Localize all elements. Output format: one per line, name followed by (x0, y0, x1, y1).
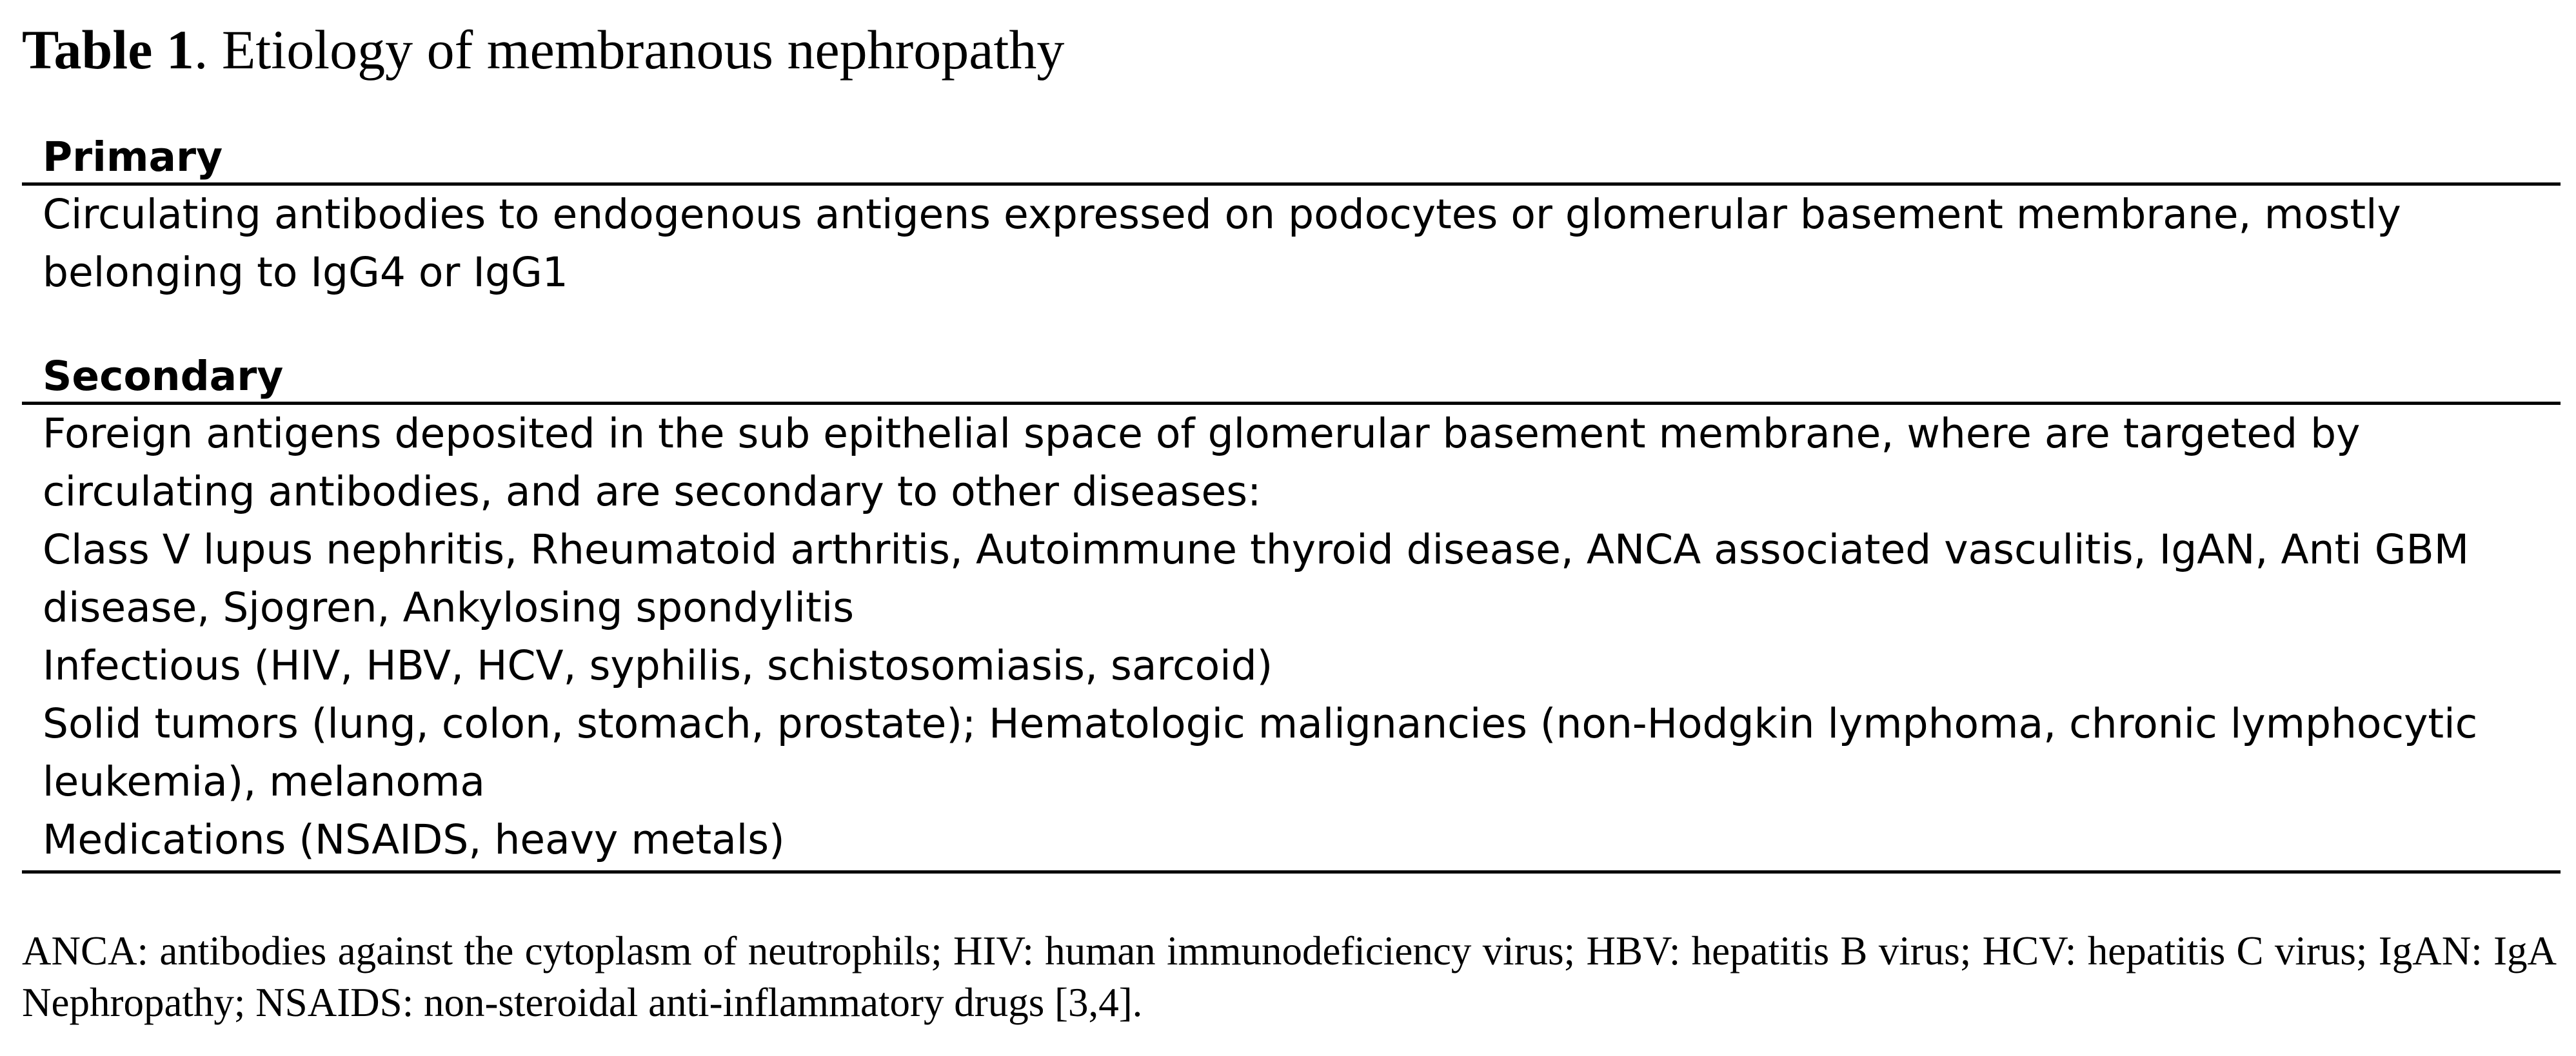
primary-item-1: Circulating antibodies to endogenous antigens expressed on podocytes or glomerular basement membrane, mostly belonging to IgG4 or IgG1 (43, 191, 2401, 296)
table-caption (22, 14, 1064, 85)
table-caption-label: Table 1 (22, 19, 194, 81)
secondary-item-tumors: Solid tumors (lung, colon, stomach, prostate); Hematologic malignancies (non-Hodgkin lymphoma, chronic lymphocytic leukemia), melanoma (43, 700, 2478, 805)
section-body-secondary (22, 405, 2561, 869)
section-heading-primary: Primary (22, 129, 2561, 186)
etiology-table (22, 129, 2561, 874)
secondary-item-medications: Medications (NSAIDS, heavy metals) (43, 816, 785, 863)
table-caption-text: . Etiology of membranous nephropathy (193, 19, 1065, 81)
table-footnote: ANCA: antibodies against the cytoplasm of neutrophils; HIV: human immunodeficiency virus; HBV: hepatitis B virus; HCV: hepatitis C virus; IgAN: IgA Nephropathy; NSAIDS: non-steroidal anti-inflammatory drugs [3,4]. (22, 928, 2557, 1025)
section-heading-secondary: Secondary (22, 348, 2561, 405)
table-bottom-rule (22, 870, 2561, 874)
secondary-item-infectious: Infectious (HIV, HBV, HCV, syphilis, schistosomiasis, sarcoid) (43, 642, 1273, 689)
secondary-item-autoimmune: Class V lupus nephritis, Rheumatoid arthritis, Autoimmune thyroid disease, ANCA associated vasculitis, IgAN, Anti GBM disease, Sjogren, Ankylosing spondylitis (43, 526, 2470, 631)
secondary-item-foreign-antigens: Foreign antigens deposited in the sub epithelial space of glomerular basement membrane, where are targeted by circulating antibodies, and are secondary to other diseases: (43, 410, 2361, 515)
section-body-primary (22, 186, 2561, 348)
